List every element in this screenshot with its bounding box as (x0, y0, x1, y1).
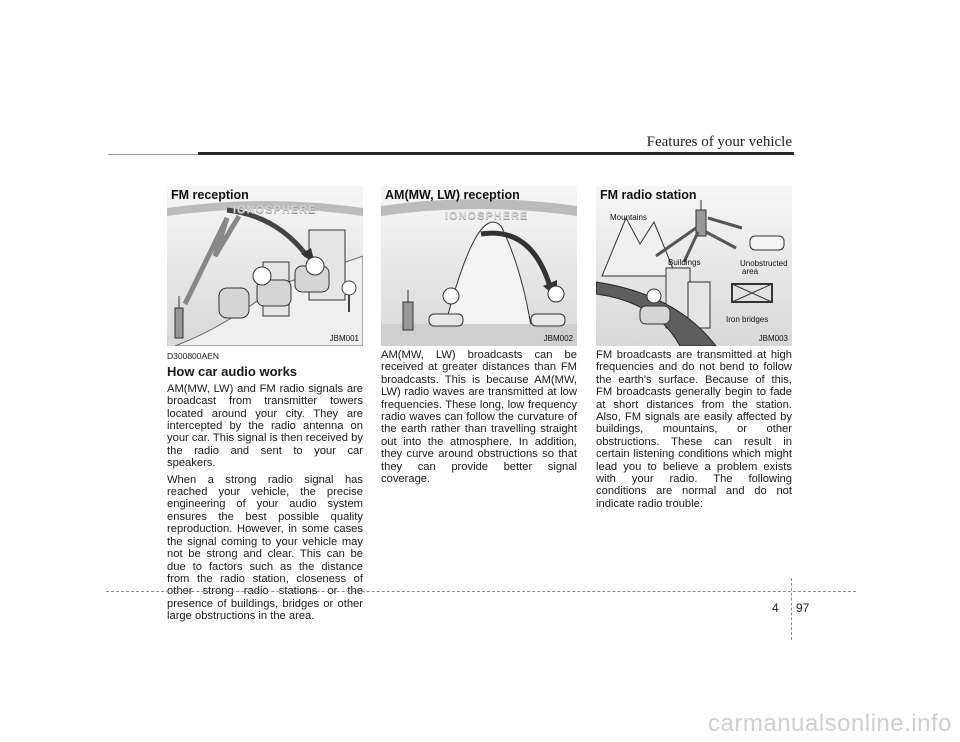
label-area: area (742, 267, 759, 276)
section-code: D300800AEN (167, 351, 219, 361)
paragraph: FM broadcasts are transmitted at high frequencies and do not bend to follow the earth's surface. Because of this, FM broadcasts generally begin to fade at short distances from the station. Also, FM signals are easily affected by buildings, mountains, or other obstructions. These can result in certain listening conditions which might lead you to believe a problem exists with your radio. The following conditions are normal and do not indicate radio trouble: (596, 349, 792, 510)
watermark: carmanualsonline.info (708, 710, 952, 737)
column-1 (167, 350, 363, 627)
column-2 (381, 349, 577, 489)
figure-title: AM(MW, LW) reception (385, 188, 520, 202)
page-header-title: Features of your vehicle (646, 134, 792, 150)
paragraph: AM(MW, LW) and FM radio signals are broadcast from transmitter towers located around your city. They are intercepted by the radio antenna on your car. This signal is then received by the radio and sent to your car speakers. (167, 382, 363, 470)
figure-fm-reception (167, 186, 363, 346)
figure-code: JBM001 (329, 334, 359, 343)
label-buildings: Buildings (668, 258, 701, 267)
label-unobstructed: Unobstructed (740, 259, 788, 268)
ionosphere-label: IONOSPHERE (233, 204, 317, 216)
paragraph: AM(MW, LW) broadcasts can be received at greater distances than FM broadcasts. This is because AM(MW, LW) radio waves are transmitted at low frequencies. These long, low frequency radio waves can follow the curvature of the earth rather than travelling straight out into the atmosphere. In addition, they curve around obstructions so that they can provide better signal coverage. (381, 349, 577, 486)
page-number: 97 (796, 601, 810, 615)
footer-divider (791, 578, 792, 640)
figure-code: JBM003 (758, 334, 788, 343)
figure-am-reception (381, 186, 577, 346)
figure-fm-radio-station (596, 186, 792, 346)
chapter-number: 4 (772, 601, 779, 615)
ionosphere-label: IONOSPHERE (445, 210, 529, 222)
header-rule-thin (108, 154, 198, 155)
section-heading: How car audio works (167, 364, 298, 380)
column-3 (596, 349, 792, 514)
figure-code: JBM002 (543, 334, 573, 343)
header-rule (198, 152, 794, 155)
figure-title: FM radio station (600, 188, 697, 202)
label-iron-bridges: Iron bridges (726, 315, 769, 324)
label-mountains: Mountains (610, 213, 647, 222)
paragraph: When a strong radio signal has reached your vehicle, the precise engineering of your audio system ensures the best possible quality reproduction. However, in some cases the signal coming to your vehicle may not be strong and clear. This can be due to factors such as the distance from the radio station, closeness of other strong radio stations or the presence of buildings, bridges or other large obstructions in the area. (167, 473, 363, 623)
figure-title: FM reception (171, 188, 249, 202)
footer-rule (106, 591, 856, 592)
